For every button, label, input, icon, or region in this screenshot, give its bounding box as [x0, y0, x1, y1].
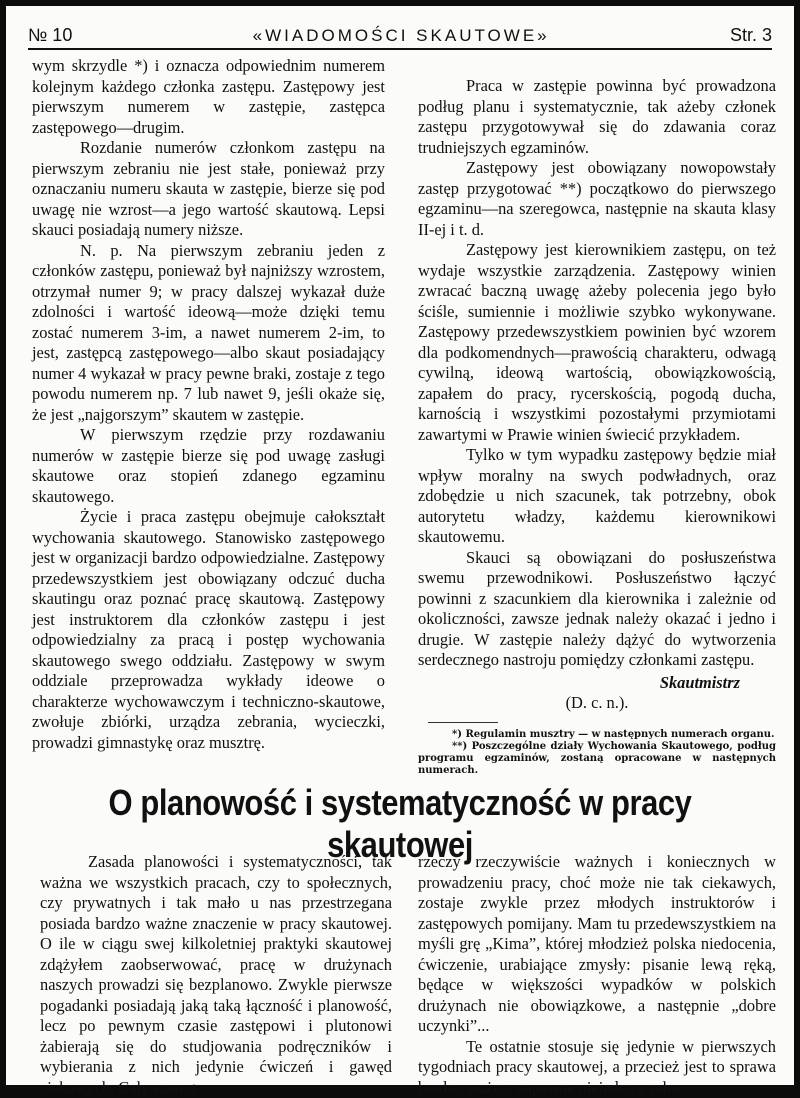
article-title: O planowość i systematyczność w pracy skautowej	[61, 782, 739, 866]
paragraph: Te ostatnie stosuje się jedynie w pierwszych tygodniach pracy skautowej, a przecież jest to sprawa bardzo ważna: zapewne niejeden z mło-	[418, 1037, 776, 1098]
page-number: Str. 3	[730, 25, 772, 46]
paragraph: Skauci są obowiązani do posłuszeństwa swemu przewodnikowi. Posłuszeństwo łączyć powinni z szacunkiem dla kierownika i zależnie od okoliczności, zawsze jednak należy okazać i jedno i drugie. W zastępie należy dążyć do wytworzenia serdecznego nastroju pomiędzy członkami zastępu.	[418, 548, 776, 671]
paragraph: **) Poszczególne działy Wychowania Skautowego, podług programu egzaminów, zostaną opracowane w następnych numerach.	[418, 741, 776, 777]
header-divider	[28, 48, 772, 50]
paragraph: Zastępowy jest obowiązany nowopowstały zastęp przygotować **) początkowo do pierwszego egzaminu—na szeregowca, następnie na skauta klasy II-ej i t. d.	[418, 158, 776, 240]
paragraph: Tylko w tym wypadku zastępowy będzie miał wpływ moralny na swych podwładnych, oraz zdobędzie u nich szacunek, tak potrzebny, obok autorytetu władzy, każdemu kierownikowi skautowemu.	[418, 445, 776, 548]
right-column-paragraphs	[418, 76, 776, 671]
continued-note: (D. c. n.).	[418, 693, 776, 714]
paragraph: W pierwszym rzędzie przy rozdawaniu numerów w zastępie bierze się pod uwagę zasługi skautowe oraz stopień zdanego egzaminu skautowego.	[32, 425, 385, 507]
paragraph: Życie i praca zastępu obejmuje całokształt wychowania skautowego. Stanowisko zastępowego jest w organizacji bardzo odpowiedzialne. Zastępowy przedewszystkiem jest obowiązany odczuć ducha skautingu oraz poznać pracę skautową. Zastępowy jest instruktorem dla członków zastępu i jest odpowiedzialny za pracą i postęp wychowania skautowego swego oddziału. Zastępowy w swym oddziale przeprowadza wykłady ideowe o charakterze wychowawczym i techniczno-skautowe, zwołuje zbiórki, urządza zebrania, wycieczki, prowadzi gimnastykę oraz musztrę.	[32, 507, 385, 753]
paragraph: N. p. Na pierwszym zebraniu jeden z członków zastępu, ponieważ był najniższy wzrostem, otrzymał numer 9; w pracy dalszej wykazał duże zdolności i wartość ideową—może dzięki temu zostać numerem 3-im, a nawet numerem 2-im, to jest, zastępcą zastępowego—albo skaut posiadający numer 4 wykazał w pracy pewne braki, zostaje z tego powodu numerem np. 7 lub nawet 9, jeśli okaże się, że jest „najgorszym” skautem w zastępie.	[32, 241, 385, 426]
top-article-right-column	[418, 76, 776, 777]
issue-number: № 10	[28, 25, 72, 46]
footnote-divider	[428, 722, 498, 723]
newspaper-page	[6, 6, 794, 1085]
paragraph: Zasada planowości i systematyczności, tak ważna we wszystkich pracach, czy to społecznych, czy prywatnych i tak mało u nas przestrzegana posiada bardzo ważne znaczenie w pracy skautowej. O ile w ciągu swej kilkoletniej praktyki skautowej zdążyłem zaobserwować, pracę w drużynach naszych prowadzi się bezplanowo. Zwykle pierwsze pogadanki posiadają jaką taką łączność i planowość, lecz po pewnym czasie zastępowi i plutonowi żabierają się do studjowania podręczników i wybierania z nich jedynie ćwiczeń i gawęd ciekawych. Cały szereg	[40, 852, 392, 1098]
paragraph: Rozdanie numerów członkom zastępu na pierwszym zebraniu nie jest stałe, ponieważ przy oznaczaniu numeru skauta w zastępie, bierze się pod uwagę nie wzrost—a jego wartość skautową. Lepsi skauci posiadają numery niższe.	[32, 138, 385, 241]
paragraph: Praca w zastępie powinna być prowadzona podług planu i systematycznie, tak ażeby członek zastępu przygotowywał się do zdawania coraz trudniejszych egzaminów.	[418, 76, 776, 158]
page-header	[28, 20, 772, 46]
paragraph: Zastępowy jest kierownikiem zastępu, on też wydaje wszystkie zarządzenia. Zastępowy winien zwracać baczną uwagę ażeby polecenia jego było ściśle, sumiennie i możliwie szybko wykonywane. Zastępowy przedewszystkiem powinien być wzorem dla podkomendnych—prawością charakteru, odwagą cywilną, ideową wartością, obowiązkowością, zapałem do pracy, rycerskością, pogodą ducha, karnością i wszystkimi pozostałymi przymiotami zawartymi w Prawie winien świecić przykładem.	[418, 240, 776, 445]
publication-title: «WIADOMOŚCI SKAUTOWE»	[253, 26, 550, 46]
footnotes	[418, 729, 776, 777]
paragraph: *) Regulamin musztry — w następnych numerach organu.	[418, 729, 776, 741]
paragraph: rzeczy rzeczywiście ważnych i koniecznych w prowadzeniu pracy, choć może nie tak ciekawych, zostaje zwykle przez młodych instruktorów i zastępowych pomijany. Mam tu przedewszystkiem na myśli grę „Kima”, której młodzież polska niedocenia, ćwiczenie, urabiające zmysły: pisanie lewą ręką, będące w większości wypadków w polskich drużynach nie obowiązkowe, a następnie „dobre uczynki”...	[418, 852, 776, 1037]
bottom-article-right-column	[418, 852, 776, 1098]
author-signature: Skautmistrz	[418, 673, 776, 694]
paragraph: wym skrzydle *) i oznacza odpowiednim numerem kolejnym każdego członka zastępu. Zastępowy jest pierwszym numerem w zastępie, zastępca zastępowego—drugim.	[32, 56, 385, 138]
top-article-left-column	[32, 56, 385, 753]
bottom-article-left-column	[40, 852, 392, 1098]
